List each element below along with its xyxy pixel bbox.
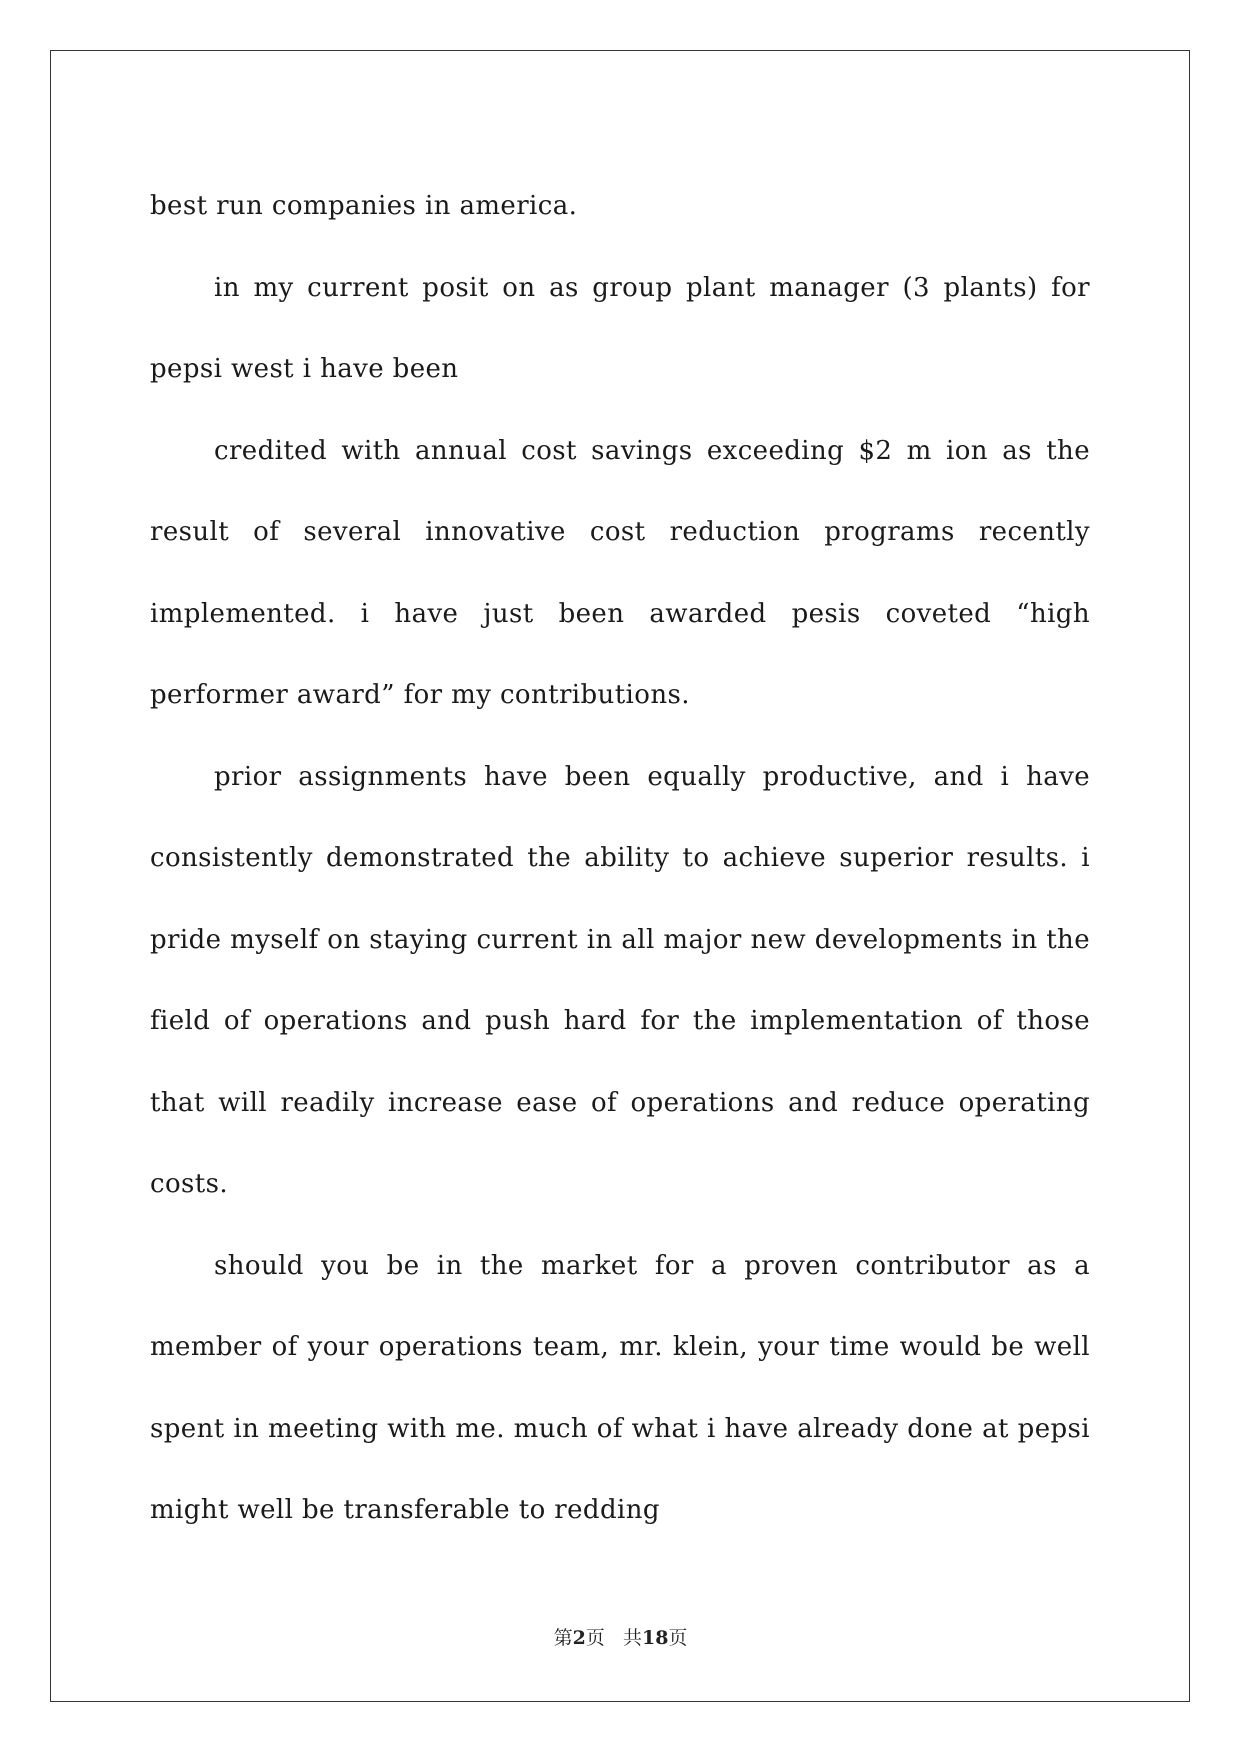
total-pages: 18 (641, 1627, 669, 1649)
paragraph-5: should you be in the market for a proven contributor as a member of your operations team, mr. klein, your time would be well spent in meeting with me. much of what i have already done at pepsi might well be transferable to redding (150, 1250, 1090, 1525)
paragraph-1: best run companies in america. (150, 191, 578, 221)
page-number: 2 (572, 1627, 586, 1649)
paragraph-3: credited with annual cost savings exceeding $2 m ion as the result of several innovative cost reduction programs recently implemented. i have just been awarded pesis coveted “high performer award” for my contributions. (150, 435, 1090, 710)
page-footer (0, 1623, 1241, 1650)
footer-prefix: 第 (553, 1627, 573, 1649)
footer-page-suffix: 页 (585, 1627, 605, 1649)
paragraph-4: prior assignments have been equally productive, and i have consistently demonstrated the ability to achieve superior results. i pride myself on staying current in all major new developments in the field of operations and push hard for the implementation of those that will readily increase ease of operations and reduce operating costs. (150, 761, 1090, 1199)
paragraph-2: in my current posit on as group plant manager (3 plants) for pepsi west i have been (150, 272, 1090, 384)
footer-total-suffix: 页 (668, 1627, 688, 1649)
footer-total-prefix: 共 (622, 1627, 642, 1649)
document-body (150, 166, 1090, 1552)
